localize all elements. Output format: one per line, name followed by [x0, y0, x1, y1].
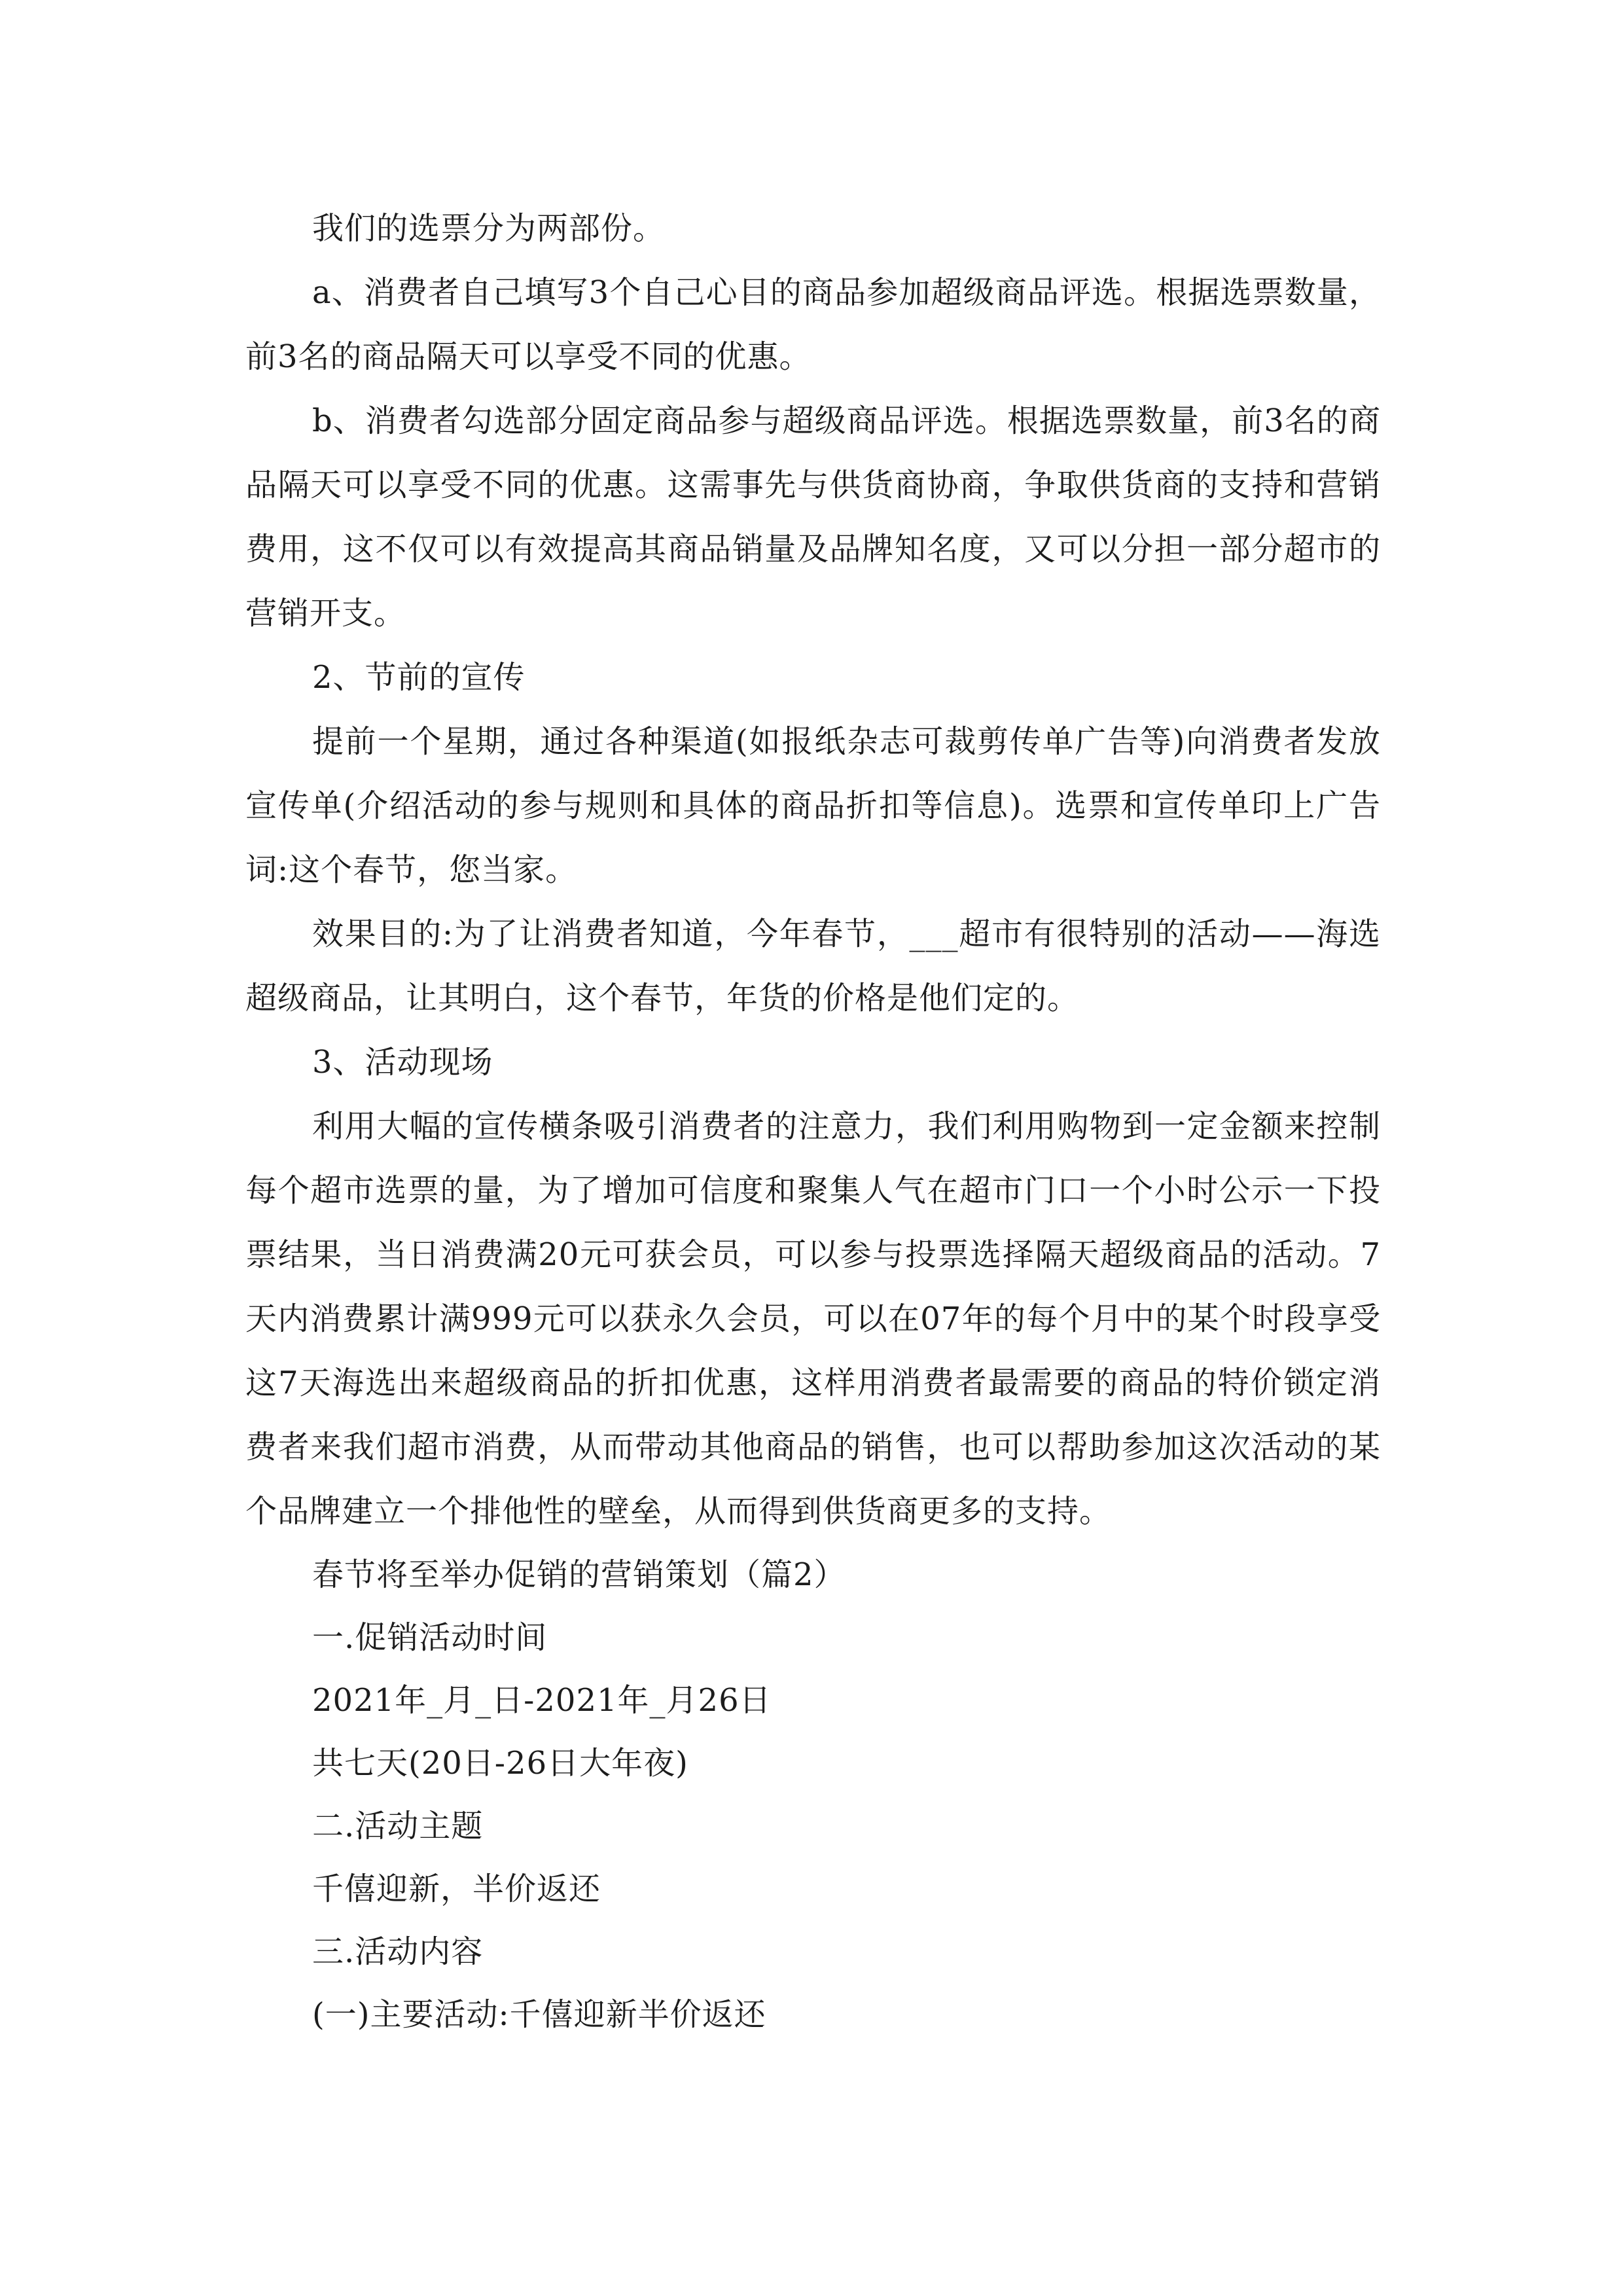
heading-pre-festival-promotion: 2、节前的宣传: [312, 659, 526, 696]
paragraph-date-range: 2021年_月_日-2021年_月26日: [312, 1682, 772, 1719]
paragraph-main-activity: (一)主要活动:千僖迎新半价返还: [312, 1996, 766, 2033]
heading-event-site: 3、活动现场: [312, 1044, 493, 1081]
document-body: [245, 196, 1381, 2046]
paragraph-event-theme: 千僖迎新，半价返还: [312, 1871, 601, 1907]
paragraph-event-site-details: 利用大幅的宣传横条吸引消费者的注意力，我们利用购物到一定金额来控制每个超市选票的量，为了增加可信度和聚集人气在超市门口一个小时公示一下投票结果，当日消费满20元可获会员，可以参与投票选择隔天超级商品的活动。7天内消费累计满999元可以获永久会员，可以在07年的每个月中的某个时段享受这7天海选出来超级商品的折扣优惠，这样用消费者最需要的商品的特价锁定消费者来我们超市消费，从而带动其他商品的销售，也可以帮助参加这次活动的某个品牌建立一个排他性的壁垒，从而得到供货商更多的支持。: [245, 1108, 1381, 1530]
paragraph-ballot-parts: 我们的选票分为两部份。: [312, 210, 666, 247]
paragraph-promotion-details: 提前一个星期，通过各种渠道(如报纸杂志可裁剪传单广告等)向消费者发放宣传单(介绍活动的参与规则和具体的商品折扣等信息)。选票和宣传单印上广告词:这个春节，您当家。: [245, 723, 1381, 888]
paragraph-effect-purpose: 效果目的:为了让消费者知道，今年春节，___超市有很特别的活动——海选超级商品，让其明白，这个春节，年货的价格是他们定的。: [245, 916, 1381, 1016]
heading-event-theme: 二.活动主题: [312, 1808, 484, 1844]
heading-event-content: 三.活动内容: [312, 1933, 484, 1970]
paragraph-option-a: a、消费者自己填写3个自己心目的商品参加超级商品评选。根据选票数量，前3名的商品隔天可以享受不同的优惠。: [245, 274, 1381, 375]
paragraph-duration: 共七天(20日-26日大年夜): [312, 1745, 688, 1782]
section-title-part-2: 春节将至举办促销的营销策划（篇2）: [312, 1556, 846, 1593]
heading-promotion-time: 一.促销活动时间: [312, 1619, 548, 1656]
paragraph-option-b: b、消费者勾选部分固定商品参与超级商品评选。根据选票数量，前3名的商品隔天可以享受不同的优惠。这需事先与供货商协商，争取供货商的支持和营销费用，这不仅可以有效提高其商品销量及品牌知名度，又可以分担一部分超市的营销开支。: [245, 403, 1381, 632]
